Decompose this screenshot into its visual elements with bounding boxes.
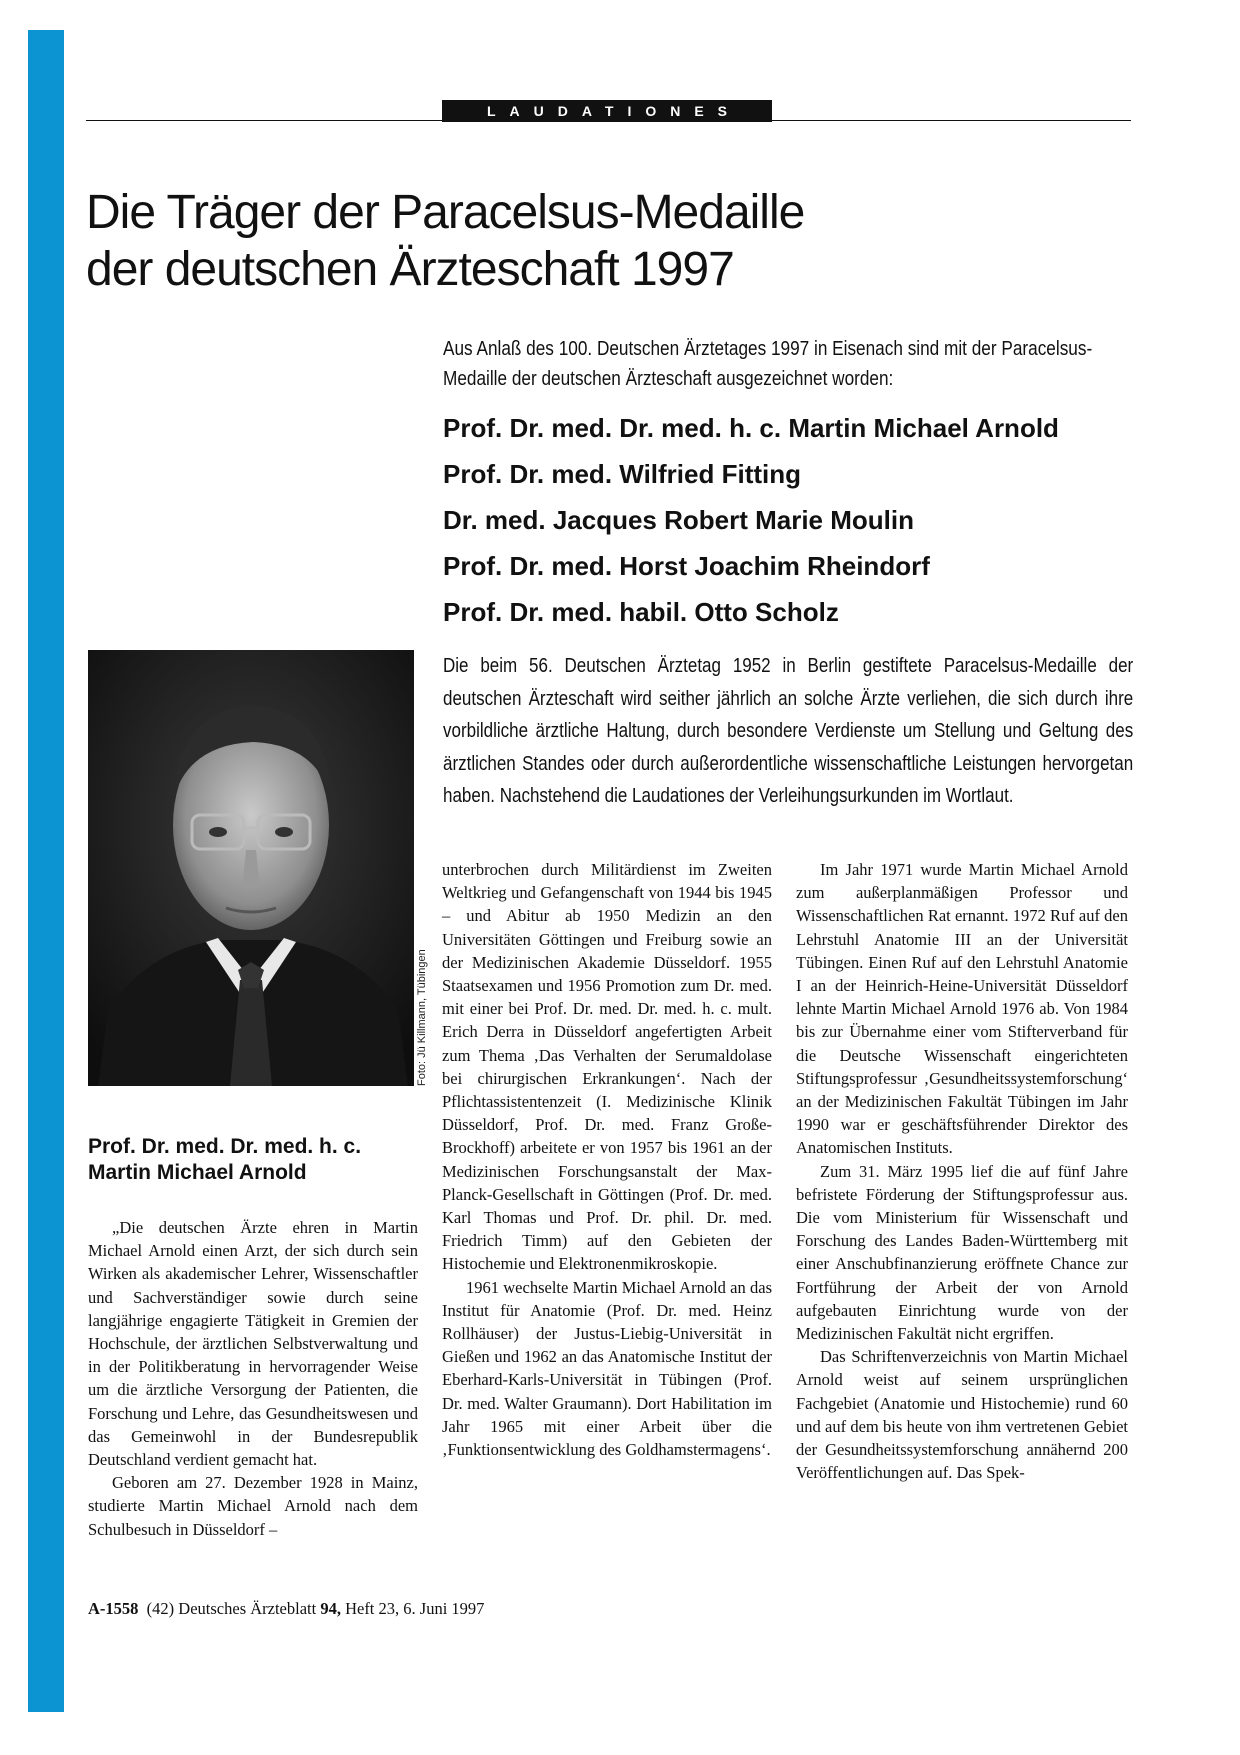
paragraph: unterbrochen durch Militärdienst im Zweiten Weltkrieg und Gefangenschaft von 1944 bis 1945 – und Abitur ab 1950 Medizin an den Universitäten Göttingen und Freiburg sowie an der Medizinischen Akademie Düsseldorf. 1955 Staatsexamen und 1956 Promotion zum Dr. med. mit einer bei Prof. Dr. med. Dr. med. h. c. mult. Erich Derra in Düsseldorf angefertigten Arbeit zum Thema ‚Das Verhalten der Serumaldolase bei chirurgischen Erkrankungen‘. Nach der Pflichtassistentenzeit (I. Medizinische Klinik Düsseldorf, Prof. Dr. med. Franz Große-Brockhoff) arbeitete er von 1957 bis 1961 an der Medizinischen Forschungsanstalt der Max-Planck-Gesellschaft in Göttingen (Prof. Dr. med. Karl Thomas und Prof. Dr. phil. Dr. med. Friedrich Timm) auf den Gebieten der Histochemie und Elektronenmikroskopie. xyxy=(442,860,772,1274)
title-line-2: der deutschen Ärzteschaft 1997 xyxy=(86,243,734,296)
issue-date: Heft 23, 6. Juni 1997 xyxy=(345,1599,485,1618)
laureate-name: Prof. Dr. med. Dr. med. h. c. Martin Michael Arnold xyxy=(443,413,1059,443)
laudation-heading-line-1: Prof. Dr. med. Dr. med. h. c. xyxy=(88,1135,362,1158)
page-code: A-1558 xyxy=(88,1599,139,1618)
paragraph: „Die deutschen Ärzte ehren in Martin Michael Arnold einen Arzt, der sich durch sein Wirken als akademischer Lehrer, Wissenschaftler und Sachverständiger sowie durch seine langjährige engagierte Tätigkeit in Gremien der Hochschule, der ärztlichen Selbstverwaltung und in der Politikberatung in hervorragender Weise um die ärztliche Versorgung der Patienten, die Forschung und Lehre, das Gesundheitswesen und das Gemeinwohl in der Bundesrepublik Deutschland verdient gemacht hat. xyxy=(88,1218,418,1470)
edge-color-bar xyxy=(28,30,64,1712)
paragraph: Geboren am 27. Dezember 1928 in Mainz, studierte Martin Michael Arnold nach dem Schulbesuch in Düsseldorf – xyxy=(88,1473,418,1539)
intro-text: Aus Anlaß des 100. Deutschen Ärztetages 1997 in Eisenach sind mit der Paracelsus-Medaille der deutschen Ärzteschaft ausgezeichnet worden: xyxy=(443,338,1093,390)
text-column-1 xyxy=(88,1216,418,1541)
text-column-3 xyxy=(796,858,1128,1484)
photo-credit: Foto: Jü Killmann, Tübingen xyxy=(416,949,428,1086)
title-line-1: Die Träger der Paracelsus-Medaille xyxy=(86,186,805,239)
text-column-2 xyxy=(442,858,772,1461)
paragraph: Das Schriftenverzeichnis von Martin Michael Arnold weist auf seinem ursprünglichen Fachgebiet (Anatomie und Histochemie) rund 60 und auf dem bis heute von ihm vertretenen Gebiet der Gesundheitssystemforschung annähernd 200 Veröffentlichungen auf. Das Spek- xyxy=(796,1347,1128,1483)
laudation-heading-line-2: Martin Michael Arnold xyxy=(88,1161,307,1184)
journal-name: Deutsches Ärzteblatt xyxy=(178,1599,317,1618)
laureate-list xyxy=(443,405,1143,635)
volume-number: 94, xyxy=(320,1599,341,1618)
paragraph: 1961 wechselte Martin Michael Arnold an das Institut für Anatomie (Prof. Dr. med. Heinz Rollhäuser) der Justus-Liebig-Universität in Gießen und 1962 an das Anatomische Institut der Eberhard-Karls-Universität in Tübingen (Prof. Dr. med. Walter Graumann). Dort Habilitation im Jahr 1965 mit einer Arbeit über die ‚Funktionsentwicklung des Goldhamstermagens‘. xyxy=(442,1277,772,1460)
page-footer xyxy=(88,1598,788,1620)
laureate-name: Dr. med. Jacques Robert Marie Moulin xyxy=(443,505,914,535)
section-label: LAUDATIONES xyxy=(442,100,772,122)
laureate-name: Prof. Dr. med. Horst Joachim Rheindorf xyxy=(443,551,930,581)
article-title xyxy=(86,184,1126,298)
laureate-name: Prof. Dr. med. habil. Otto Scholz xyxy=(443,597,839,627)
laureate-name: Prof. Dr. med. Wilfried Fitting xyxy=(443,459,801,489)
portrait-photo xyxy=(88,650,414,1086)
laudation-heading xyxy=(88,1134,428,1186)
medal-description: Die beim 56. Deutschen Ärztetag 1952 in Berlin gestiftete Paracelsus-Medaille der deutschen Ärzteschaft wird seither jährlich an solche Ärzte verliehen, die sich durch ihre vorbildliche ärztliche Haltung, durch besondere Verdienste um Stellung und Geltung des ärztlichen Standes oder durch außerordentliche wissenschaftliche Leistungen hervorgetan haben. Nachstehend die Laudationes der Verleihungsurkunden im Wortlaut. xyxy=(443,655,1134,808)
paragraph: Im Jahr 1971 wurde Martin Michael Arnold zum außerplanmäßigen Professor und Wissenschaftlichen Rat ernannt. 1972 Ruf auf den Lehrstuhl Anatomie III an der Universität Tübingen. Einen Ruf auf den Lehrstuhl Anatomie I an der Heinrich-Heine-Universität Düsseldorf lehnte Martin Michael Arnold 1976 ab. Von 1984 bis zur Übernahme einer vom Stifterverband für die Deutsche Wissenschaft eingerichteten Stiftungsprofessur ‚Gesundheitssystemforschung‘ an der Medizinischen Fakultät Tübingen im Jahr 1990 war er geschäftsführender Direktor des Anatomischen Instituts. xyxy=(796,860,1128,1158)
page-number: (42) xyxy=(146,1599,175,1618)
paragraph: Zum 31. März 1995 lief die auf fünf Jahre befristete Förderung der Stiftungsprofessur aus. Die vom Ministerium für Wissenschaft und Forschung des Landes Baden-Württemberg mit einer Anschubfinanzierung eröffnete Chance zur Fortführung der Arbeit der von Arnold aufgebauten Einrichtung wurde von der Medizinischen Fakultät nicht ergriffen. xyxy=(796,1161,1128,1344)
